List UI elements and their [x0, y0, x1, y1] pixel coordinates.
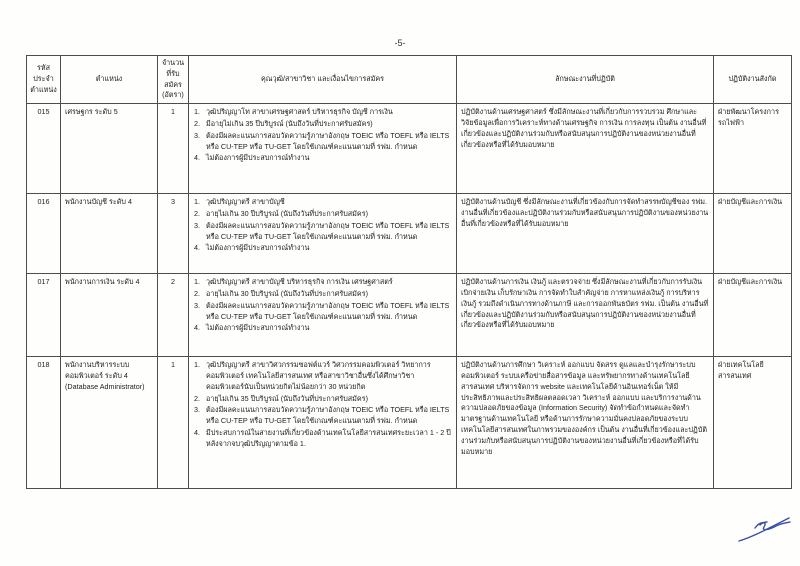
qualification-item: มีอายุไม่เกิน 35 ปีบริบูรณ์ (นับถึงวันที่ประกาศรับสมัคร): [206, 118, 373, 128]
cell-department: ฝ่ายบัญชีและการเงิน: [714, 274, 792, 357]
cell-position: พนักงานการเงิน ระดับ 4: [61, 274, 158, 357]
cell-qualifications: [189, 357, 457, 489]
cell-code: 017: [27, 274, 61, 357]
column-header-department: ปฏิบัติงานสังกัด: [714, 56, 792, 104]
qualification-list: [193, 197, 452, 254]
qualification-list: [193, 360, 452, 449]
qualification-item: ไม่ต้องการผู้มีประสบการณ์ทำงาน: [206, 153, 310, 163]
cell-qualifications: [189, 274, 457, 357]
column-header-position: ตำแหน่ง: [61, 56, 158, 104]
cell-openings: 2: [158, 274, 189, 357]
cell-duties: ปฏิบัติงานด้านบัญชี ซึ่งมีลักษณะงานที่เกี่ยวข้องกับการจัดทำสรรพบัญชีของ รฟม. งานอื่นที่เกี่ยวข้องและปฏิบัติงานร่วมกับหรือสนับสนุนการปฏิบัติงานของหน่วยงานอื่นที่เกี่ยวข้องหรือที่ได้รับมอบหมาย: [457, 194, 714, 274]
qualification-item: วุฒิปริญญาโท สาขาเศรษฐศาสตร์ บริหารธุรกิจ บัญชี การเงิน: [206, 107, 393, 117]
cell-openings: 1: [158, 104, 189, 194]
table-row-017: [27, 274, 792, 357]
cell-openings: 3: [158, 194, 189, 274]
qualification-list: [193, 277, 452, 334]
qualification-item: วุฒิปริญญาตรี สาขาบัญชี: [206, 197, 285, 207]
qualification-item: อายุไม่เกิน 30 ปีบริบูรณ์ (นับถึงวันที่ประกาศรับสมัคร): [206, 208, 368, 218]
cell-duties: ปฏิบัติงานด้านการศึกษา วิเคราะห์ ออกแบบ จัดสรร ดูแลและบำรุงรักษาระบบคอมพิวเตอร์ ระบบเครือข่ายสื่อสารข้อมูล และทรัพยากรทางด้านเทคโนโลยีสารสนเทศ บริหารจัดการ website และเทคโนโลยีด้านอินเทอร์เน็ต ให้มีประสิทธิภาพและประสิทธิผลตลอดเวลา วิเคราะห์ ออกแบบ และบริการงานด้านความปลอดภัยของข้อมูล (Information Security) จัดทำข้อกำหนดและจัดทำมาตรฐานด้านเทคโนโลยี หรือด้านการรักษาความมั่นคงปลอดภัยของระบบเทคโนโลยีสารสนเทศในภาพรวมขององค์กร เป็นต้น งานอื่นที่เกี่ยวข้องและปฏิบัติงานร่วมกับหรือสนับสนุนการปฏิบัติงานของหน่วยงานอื่นที่เกี่ยวข้องหรือที่ได้รับมอบหมาย: [457, 357, 714, 489]
qualification-item: ต้องมีผลคะแนนการสอบวัดความรู้ภาษาอังกฤษ TOEIC หรือ TOEFL หรือ IELTS หรือ CU-TEP หรือ TU-GET โดยใช้เกณฑ์คะแนนตามที่ รฟม. กำหนด: [206, 220, 450, 241]
qualification-item: อายุไม่เกิน 30 ปีบริบูรณ์ (นับถึงวันที่ประกาศรับสมัคร): [206, 288, 368, 298]
cell-department: ฝ่ายพัฒนาโครงการรถไฟฟ้า: [714, 104, 792, 194]
cell-position: พนักงานบัญชี ระดับ 4: [61, 194, 158, 274]
page-number: -5-: [394, 38, 406, 48]
qualification-item: ต้องมีผลคะแนนการสอบวัดความรู้ภาษาอังกฤษ TOEIC หรือ TOEFL หรือ IELTS หรือ CU-TEP หรือ TU-GET โดยใช้เกณฑ์คะแนนตามที่ รฟม. กำหนด: [206, 130, 450, 151]
qualification-item: อายุไม่เกิน 35 ปีบริบูรณ์ (นับถึงวันที่ประกาศรับสมัคร): [206, 393, 368, 403]
qualification-item: ต้องมีผลคะแนนการสอบวัดความรู้ภาษาอังกฤษ TOEIC หรือ TOEFL หรือ IELTS หรือ CU-TEP หรือ TU-GET โดยใช้เกณฑ์คะแนนตามที่ รฟม. กำหนด: [206, 300, 450, 321]
header-row: [27, 56, 792, 104]
qualification-item: วุฒิปริญญาตรี สาขาบัญชี บริหารธุรกิจ การเงิน เศรษฐศาสตร์: [206, 277, 393, 287]
cell-code: 016: [27, 194, 61, 274]
column-header-code: รหัสประจำตำแหน่ง: [27, 56, 61, 104]
qualification-item: ไม่ต้องการผู้มีประสบการณ์ทำงาน: [206, 323, 310, 333]
qualification-item: ไม่ต้องการผู้มีประสบการณ์ทำงาน: [206, 243, 310, 253]
qualification-item: ต้องมีผลคะแนนการสอบวัดความรู้ภาษาอังกฤษ TOEIC หรือ TOEFL หรือ IELTS หรือ CU-TEP หรือ TU-GET โดยใช้เกณฑ์คะแนนตามที่ รฟม. กำหนด: [206, 405, 450, 426]
table-row-018: [27, 357, 792, 489]
cell-qualifications: [189, 194, 457, 274]
positions-table: [26, 55, 792, 489]
cell-position: พนักงานบริหารระบบคอมพิวเตอร์ ระดับ 4 (Database Administrator): [61, 357, 158, 489]
cell-qualifications: [189, 104, 457, 194]
qualification-item: มีประสบการณ์ในสายงานที่เกี่ยวข้องด้านเทคโนโลยีสารสนเทศระยะเวลา 1 - 2 ปี หลังจากจบวุฒิปริญญาตามข้อ 1.: [206, 427, 451, 448]
column-header-duties: ลักษณะงานที่ปฏิบัติ: [457, 56, 714, 104]
cell-code: 015: [27, 104, 61, 194]
cell-duties: ปฏิบัติงานด้านเศรษฐศาสตร์ ซึ่งมีลักษณะงานที่เกี่ยวกับการรวบรวม ศึกษาและวิจัยข้อมูลเพื่อการวิเคราะห์ทางด้านเศรษฐกิจ การเงิน การลงทุน เป็นต้น งานอื่นที่เกี่ยวข้องและปฏิบัติงานร่วมกับหรือสนับสนุนการปฏิบัติงานของหน่วยงานอื่นที่เกี่ยวข้องหรือที่ได้รับมอบหมาย: [457, 104, 714, 194]
column-header-qualifications: คุณวุฒิ/สาขาวิชา และเงื่อนไขการสมัคร: [189, 56, 457, 104]
table-row-015: [27, 104, 792, 194]
cell-duties: ปฏิบัติงานด้านการเงิน เงินกู้ และตรวจจ่าย ซึ่งมีลักษณะงานที่เกี่ยวกับการรับเงิน เบิกจ่ายเงิน เก็บรักษาเงิน การจัดทำใบสำคัญจ่าย การหาแหล่งเงินกู้ การบริหารเงินกู้ รวมถึงดำเนินการทางด้านภาษี และการออกพันธบัตร รฟม. เป็นต้น งานอื่นที่เกี่ยวข้องและปฏิบัติงานร่วมกับหรือสนับสนุนการปฏิบัติงานของหน่วยงานอื่นที่เกี่ยวข้องหรือที่ได้รับมอบหมาย: [457, 274, 714, 357]
handwritten-signature-icon: [733, 497, 795, 553]
qualification-list: [193, 107, 452, 164]
cell-code: 018: [27, 357, 61, 489]
table-row-016: [27, 194, 792, 274]
qualification-item: วุฒิปริญญาตรี สาขาวิศวกรรมซอฟต์แวร์ วิศวกรรมคอมพิวเตอร์ วิทยาการคอมพิวเตอร์ เทคโนโลยีสารสนเทศ หรือสาขาวิชาอื่นซึ่งได้ศึกษาวิชาคอมพิวเตอร์นับเป็นหน่วยกิตไม่น้อยกว่า 30 หน่วยกิต: [206, 360, 431, 391]
column-header-openings: จำนวนที่รับสมัคร (อัตรา): [158, 56, 189, 104]
cell-position: เศรษฐกร ระดับ 5: [61, 104, 158, 194]
cell-openings: 1: [158, 357, 189, 489]
cell-department: ฝ่ายบัญชีและการเงิน: [714, 194, 792, 274]
cell-department: ฝ่ายเทคโนโลยีสารสนเทศ: [714, 357, 792, 489]
